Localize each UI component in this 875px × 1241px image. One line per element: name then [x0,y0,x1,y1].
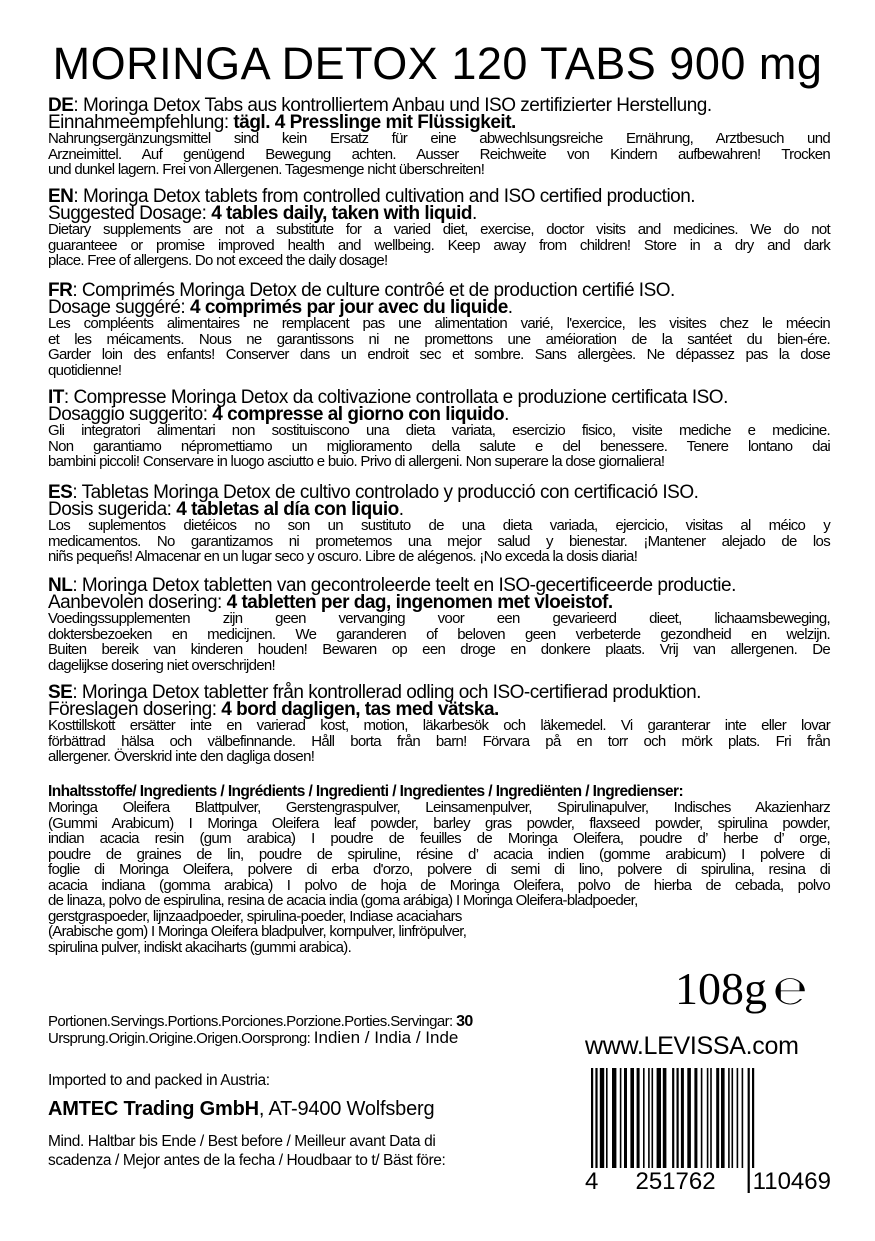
website-url: www.LEVISSA.com [585,1032,799,1060]
importer-address [48,1098,434,1121]
separator: : [72,575,82,596]
body-line: place. Free of allergens. Do not exceed the daily dosage! [48,252,388,269]
body-line: dagelijkse dosering niet overschrijden! [48,656,276,674]
intro-text: Moringa Detox Tabs aus kontrolliertem Anbau und ISO zertifizierter Herstellung. [82,95,712,116]
body-line: Voedingssupplementen zijn geen vervanging voor een gevarieerd dieet, lichaamsbeweging, [48,610,830,627]
importer-company: AMTEC Trading GmbH [48,1098,259,1120]
dosage-line [48,114,830,131]
body-line: guaranteee or promise improved health and wellbeing. Keep away from children! Store in a dry and dark [48,236,830,254]
dosage-label: Dosage suggéré: [48,297,190,318]
separator: : [73,186,83,207]
separator: : [63,387,74,408]
ingredient-line: (Arabische gom) I Moringa Oleifera bladpulver, kornpulver, linfröpulver, [48,923,467,940]
estimated-sign-icon: ℮ [773,968,808,1014]
body-line: allergener. Överskrid inte den dagliga dosen! [48,748,315,765]
lang-section-en [48,188,830,269]
dosage-value: 4 comprimés par jour avec du liquide [190,297,508,318]
origin-label: Ursprung.Origin.Origine.Origen.Oorsprong: [48,1029,314,1047]
barcode-bar [732,1068,734,1168]
product-title: MORINGA DETOX 120 TABS 900 mg [52,38,823,89]
barcode-bar [612,1068,616,1168]
dosage-label: Aanbevolen dosering: [48,592,227,613]
dosage-label: Föreslagen dosering: [48,699,222,720]
dosage-line [48,701,830,718]
body-line: und dunkel lagern. Frei von Allergenen. Tagesmenge nicht überschreiten! [48,161,485,178]
lang-section-es [48,484,830,565]
body-line: förbättrad hälsa och välbefinnande. Håll borta från barn! Förvara på en torr och mörk plats. Fri från [48,732,830,750]
ingredient-line: indian acacia resin (gum arabica) I poudre de feuilles de Moringa Oleifera, poudre d’ herbe d’ orge, [48,830,830,847]
barcode-bar [637,1068,640,1168]
barcode-bar [663,1068,667,1168]
barcode-bar [606,1068,608,1168]
dosage-end: . [472,203,477,224]
best-before-line: scadenza / Mejor antes de la fecha / Houdbaar to t/ Bäst före: [48,1152,446,1169]
ingredients-heading: Inhaltsstoffe/ Ingredients / Ingrédients / Ingredienti / Ingredientes / Ingrediënten / Ingredienser: [48,783,684,800]
lang-code: EN [48,186,74,207]
intro-text: Moringa Detox tabletter från kontrollerad odling och ISO-certifierad produktion. [81,682,701,703]
barcode-bar [721,1068,725,1168]
lang-section-de [48,97,830,178]
barcode-bar [657,1068,661,1168]
dosage-line [48,205,830,222]
lang-code: SE [48,682,73,703]
body-line: Buiten bereik van kinderen houden! Bewaren op een droge en donkere plaats. Vrij van allergenen. De [48,641,830,658]
separator: : [73,95,83,116]
best-before [48,1132,445,1170]
dosage-value: 4 compresse al giorno con liquido [212,404,505,425]
ingredient-line: acacia indiana (gomma arabica) I polvo de hoja de Moringa Oleifera, polvo de hierba de cebada, polvo [48,876,830,894]
intro-text: Tabletas Moringa Detox de cultivo controlado y producció con certificació ISO. [81,482,699,503]
ingredient-line: poudre de graines de lin, poudre de spiruline, résine d’ acacia indien (gomme arabicum) I polvere di [48,845,830,863]
barcode-bar [643,1068,645,1168]
barcode-bar [707,1068,709,1168]
body-line: Gli integratori alimentari non sostituiscono una dieta variata, esercizio fisico, visite mediche e medicine. [48,422,830,439]
body-line: Kosttillskott ersätter inte en varierad kost, motion, läkarbesök och läkemedel. Vi garanterar inte eller lovar [48,717,830,734]
ingredient-line: spirulina pulver, indiskt akaciharts (gummi arabica). [48,938,352,956]
body-line: bambini piccoli! Conservare in luogo asciutto e buio. Privo di allergeni. Non superare la dose giornaliera! [48,453,665,470]
barcode-bar [648,1068,650,1168]
barcode-first-digit: 4 [585,1168,599,1195]
ingredient-line: foglie di Moringa Oleifera, polvere di erba d'orzo, polvere di semi di lino, polvere di spirulina, resina di [48,861,830,878]
body-line: Non garantiamo népromettiamo un miglioramento della salute e del benessere. Tenere lontano dai [48,437,830,455]
body-line: Les compléents alimentaires ne remplacent pas une alimentation varié, l'exercice, les visites chez le méecin [48,315,830,332]
body-line: quotidienne! [48,361,122,379]
lang-section-it [48,389,830,470]
lang-code: IT [48,387,64,408]
barcode-bar [681,1068,684,1168]
dosage-label: Einnahmeempfehlung: [48,112,234,133]
origin-value: Indien / India / Inde [313,1027,459,1047]
import-note: Imported to and packed in Austria: [48,1072,270,1089]
dosage-end: . [507,297,513,318]
barcode-bar [742,1068,744,1168]
dosage-value: 4 tabletas al día con liquio [176,499,399,520]
separator: : [72,280,82,301]
body-line: Garder loin des enfants! Conserver dans un endroit sec et sombre. Sans allergèes. Ne dépassez pas la dose [48,346,830,363]
dosage-value: 4 tabletten per dag, ingenomen met vloeistof. [226,592,613,613]
body-line: Dietary supplements are not a substitute for a varied diet, exercise, doctor visits and medicines. We do not [48,221,830,238]
barcode-bar [716,1068,719,1168]
separator: : [72,482,82,503]
lang-section-nl [48,577,830,673]
barcode-bar [694,1068,697,1168]
barcode-bar [630,1068,634,1168]
body-line: Arzneimittel. Auf genügend Bewegung achten. Ausser Reichweite von Kindern aufbewahren! Trocken [48,145,830,163]
dosage-label: Suggested Dosage: [48,203,212,224]
dosage-value: tägl. 4 Presslinge mit Flüssigkeit. [233,112,516,133]
dosage-label: Dosaggio suggerito: [48,404,213,425]
barcode-bar [652,1068,654,1168]
barcode-bar [600,1068,604,1168]
ingredient-line: (Gummi Arabicum) I Moringa Oleifera leaf powder, barley gras powder, flaxseed powder, spirulina powder, [48,814,830,832]
intro-text: Compresse Moringa Detox da coltivazione controllata e produzione certificata ISO. [73,387,728,408]
servings-value: 30 [456,1013,473,1030]
dosage-end: . [398,499,404,520]
barcode-bar [737,1068,739,1168]
body-line: Los suplementos dietéicos no son un sustituto de una dieta variada, ejercicio, visitas al méico y [48,517,830,534]
net-weight [675,962,807,1015]
lang-code: DE [48,95,74,116]
separator: : [72,682,82,703]
lang-section-fr [48,282,830,378]
body-line: et les méicaments. Nous ne garantissons ni ne promettons une améioration de la santéet du bien-ére. [48,330,830,348]
dosage-value: 4 bord dagligen, tas med vätska. [221,699,499,720]
dosage-line [48,594,830,611]
intro-text: Moringa Detox tabletten van gecontroleerde teelt en ISO-gecertificeerde productie. [81,575,736,596]
ingredient-line: de linaza, polvo de espirulina, resina de acacia india (goma arábiga) I Moringa Oleifera-bladpoeder, [48,892,638,909]
body-line: doktersbezoeken en medicijnen. We garanderen of beloven geen verbeterde gezondheid en welzijn. [48,625,830,643]
body-line: medicamentos. No garantizamos ni prometemos una mejor salud y bienestar. ¡Mantener alejado de los [48,532,830,550]
intro-text: Comprimés Moringa Detox de culture contrôé et de production certifié ISO. [81,280,675,301]
lang-code: FR [48,280,73,301]
servings-label: Portionen.Servings.Portions.Porciones.Porzione.Porties.Servingar: [48,1013,457,1030]
lang-code: ES [48,482,73,503]
dosage-line [48,299,830,316]
dosage-end: . [504,404,509,425]
barcode-bar [687,1068,691,1168]
intro-text: Moringa Detox tablets from controlled cultivation and ISO certified production. [82,186,696,207]
barcode-digits [583,1168,833,1196]
dosage-line [48,406,830,423]
body-line: niñs pequeñs! Almacenar en un lugar seco y oscuro. Libre de alégenos. ¡No exceda la dosis diaria! [48,548,638,565]
weight-value: 108g [675,963,767,1014]
best-before-line: Mind. Haltbar bis Ende / Best before / Meilleur avant Data di [48,1133,436,1150]
lang-section-se [48,684,830,765]
barcode-bar [710,1068,712,1168]
lang-code: NL [48,575,73,596]
body-line: Nahrungsergänzungsmittel sind kein Ersatz für eine abwechlsungsreiche Ernährung, Arztbesuch und [48,130,830,147]
ingredients-section [48,784,830,955]
barcode-bar [624,1068,627,1168]
dosage-line [48,501,830,518]
dosage-value: 4 tables daily, taken with liquid [211,203,473,224]
importer-location: , AT-9400 Wolfsberg [258,1098,435,1120]
ingredient-line: Moringa Oleifera Blattpulver, Gerstengraspulver, Leinsamenpulver, Spirulinapulver, Indisches Akazienharz [48,799,830,816]
barcode-bar [701,1068,703,1168]
barcode-bar [728,1068,730,1168]
barcode-left-digits: 251762 [635,1168,716,1195]
barcode-right-digits: 110469 [752,1168,831,1195]
dosage-label: Dosis sugerida: [48,499,177,520]
ingredient-line: gerstgraspoeder, lijnzaadpoeder, spirulina-poeder, Indiase acaciahars [48,907,462,925]
barcode-bar [620,1068,622,1168]
